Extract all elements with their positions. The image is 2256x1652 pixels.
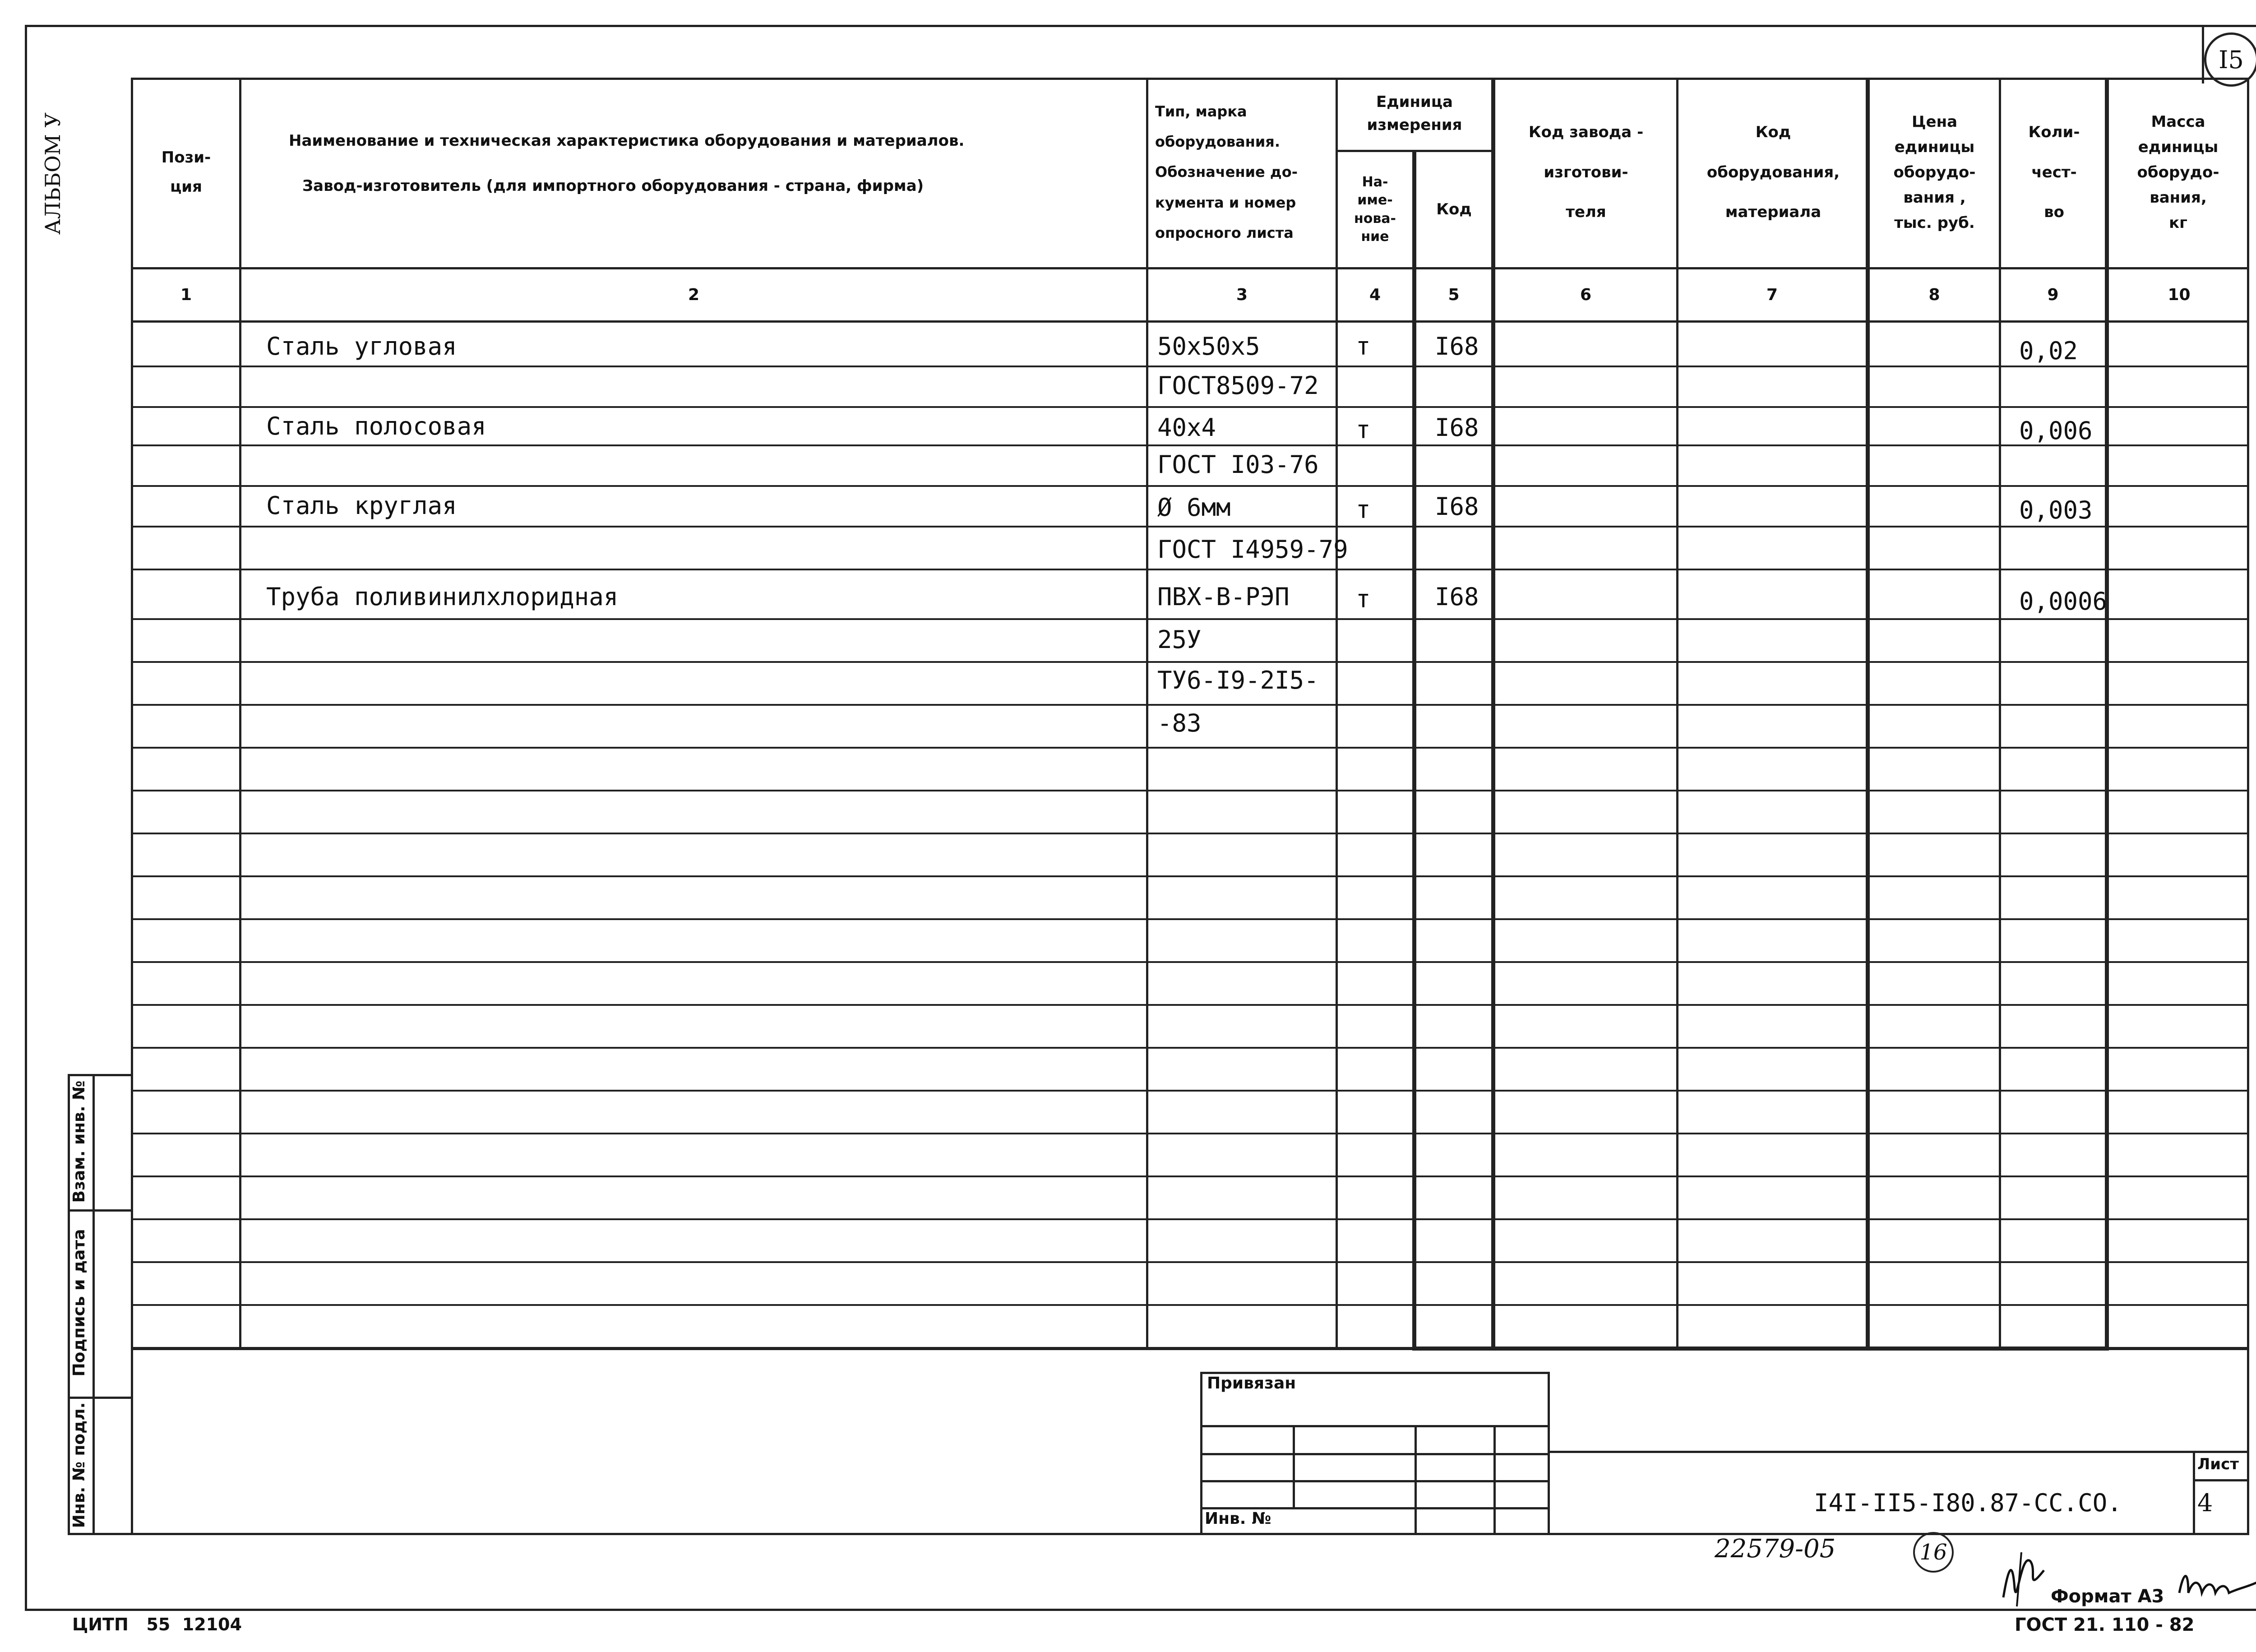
privyazan-col xyxy=(1415,1425,1417,1535)
document-code: I4I-II5-I80.87-СС.СО. xyxy=(1814,1488,2122,1517)
privyazan-line xyxy=(1200,1453,1550,1455)
header-col7: Код оборудования, материала xyxy=(1706,123,1840,222)
row-line xyxy=(131,875,2249,877)
header-col8: Цена единицы оборудо- вания , тыс. руб. xyxy=(1893,112,1976,232)
item-name: Сталь полосовая xyxy=(266,412,486,440)
col-number-5: 5 xyxy=(1448,286,1460,304)
signature-left xyxy=(1994,1543,2053,1611)
row-line xyxy=(131,1175,2249,1177)
side-stamp-inv-podl: Инв. № подл. xyxy=(70,1402,88,1528)
privyazan-col xyxy=(1293,1425,1295,1507)
col-number-3: 3 xyxy=(1236,286,1248,304)
item-qty: 0,006 xyxy=(2019,416,2093,445)
item-type: 40x4 xyxy=(1157,413,1216,442)
privyazan-label: Привязан xyxy=(1207,1374,1296,1393)
inv-no-label: Инв. № xyxy=(1205,1509,1271,1528)
col-line-8 xyxy=(1999,78,2001,1350)
row-line xyxy=(131,1304,2249,1306)
col-number-9: 9 xyxy=(2047,286,2059,304)
col-number-10: 10 xyxy=(2168,286,2191,304)
item-unit: т xyxy=(1356,495,1371,524)
header-col1: Пози- ция xyxy=(161,148,211,196)
col-number-4: 4 xyxy=(1369,286,1381,304)
row-line xyxy=(131,1133,2249,1134)
item-type: ГОСТ I03-76 xyxy=(1157,450,1319,479)
col-number-2: 2 xyxy=(688,286,700,304)
item-code: I68 xyxy=(1435,583,1479,611)
item-type: 50x50x5 xyxy=(1157,332,1260,361)
header-col9: Коли- чест- во xyxy=(2028,123,2080,222)
row-line xyxy=(131,833,2249,834)
header-col4: На- име- нова- ние xyxy=(1354,174,1396,245)
col-number-1: 1 xyxy=(180,286,192,304)
item-name: Сталь угловая xyxy=(266,332,457,361)
row-line xyxy=(131,1004,2249,1006)
header-col5: Код xyxy=(1436,200,1472,219)
item-qty: 0,0006 xyxy=(2019,587,2108,615)
row-line xyxy=(131,618,2249,620)
side-stamp-podpis: Подпись и дата xyxy=(70,1229,88,1377)
item-name: Сталь круглая xyxy=(266,491,457,520)
side-stamp-vzam: Взам. инв. № xyxy=(70,1080,88,1203)
sheet-marker-text: I5 xyxy=(2219,45,2244,74)
marker-divider xyxy=(2202,25,2204,83)
row-line xyxy=(131,747,2249,749)
item-type: Ø 6мм xyxy=(1157,493,1231,522)
row-line xyxy=(131,1090,2249,1092)
row-line xyxy=(131,790,2249,791)
item-type: 25У xyxy=(1157,625,1202,654)
col-line-3 xyxy=(1336,78,1338,1350)
col-number-7: 7 xyxy=(1766,286,1778,304)
row-line xyxy=(131,1261,2249,1263)
colnum-bottom-line xyxy=(131,320,2249,323)
item-code: I68 xyxy=(1435,332,1479,361)
header-col6: Код завода - изготови- теля xyxy=(1528,123,1644,222)
item-unit: т xyxy=(1356,416,1371,444)
sheet-label: Лист xyxy=(2197,1455,2239,1473)
privyazan-col xyxy=(1493,1425,1496,1535)
item-qty: 0,003 xyxy=(2019,496,2093,524)
title-divider xyxy=(1550,1451,2249,1453)
col-line-7 xyxy=(1866,78,1870,1350)
col-line-6 xyxy=(1676,78,1678,1350)
header-unit-group: Единица измерения xyxy=(1367,93,1462,134)
row-line xyxy=(131,1218,2249,1220)
item-unit: т xyxy=(1356,332,1371,361)
circled-number xyxy=(1913,1532,1954,1573)
row-line xyxy=(131,961,2249,963)
item-type: ТУ6-I9-2I5- xyxy=(1157,666,1319,694)
album-label: АЛЬБОМ У xyxy=(41,112,65,235)
col-number-8: 8 xyxy=(1928,286,1940,304)
sheet-col-line xyxy=(2193,1451,2195,1535)
header-col2-line2: Завод-изготовитель (для импортного оборудования - страна, фирма) xyxy=(302,176,924,195)
row-line xyxy=(131,918,2249,920)
item-qty: 0,02 xyxy=(2019,337,2078,365)
printer-code: ЦИТП 55 12104 xyxy=(72,1615,242,1634)
header-col2-line1: Наименование и техническая характеристика оборудования и материалов. xyxy=(289,131,965,150)
col-line-4 xyxy=(1412,150,1416,1350)
item-type: ПВХ-В-РЭП xyxy=(1157,583,1290,611)
item-unit: т xyxy=(1356,585,1371,613)
header-col3: Тип, марка оборудования. Обозначение до- кумента и номер опросного листа xyxy=(1155,103,1298,241)
col-line-9 xyxy=(2105,78,2109,1350)
header-col2 xyxy=(244,78,1146,267)
item-type: -83 xyxy=(1157,709,1202,737)
item-type: ГОСТ8509-72 xyxy=(1157,371,1319,400)
col-number-6: 6 xyxy=(1580,286,1592,304)
archive-number: 22579-05 xyxy=(1715,1534,1836,1564)
privyazan-line xyxy=(1200,1425,1550,1427)
gost-label: ГОСТ 21. 110 - 82 xyxy=(2015,1615,2195,1635)
item-type: ГОСТ I4959-79 xyxy=(1157,535,1348,564)
privyazan-line xyxy=(1200,1480,1550,1482)
row-line xyxy=(131,569,2249,570)
col-line-5 xyxy=(1491,78,1495,1350)
format-label: Формат А3 xyxy=(2051,1586,2164,1607)
header-col10: Масса единицы оборудо- вания, кг xyxy=(2137,112,2219,232)
sheet-label-line xyxy=(2193,1479,2249,1481)
signature-right xyxy=(2175,1566,2256,1606)
item-name: Труба поливинилхлоридная xyxy=(266,583,619,611)
side-stamp-divider-v xyxy=(92,1074,95,1535)
col-line-1 xyxy=(239,78,241,1350)
sheet-number: 4 xyxy=(2197,1488,2213,1517)
circled-number-text: 16 xyxy=(1919,1540,1947,1565)
item-code: I68 xyxy=(1435,492,1479,521)
col-line-2 xyxy=(1146,78,1148,1350)
row-line xyxy=(131,1047,2249,1049)
item-code: I68 xyxy=(1435,413,1479,442)
